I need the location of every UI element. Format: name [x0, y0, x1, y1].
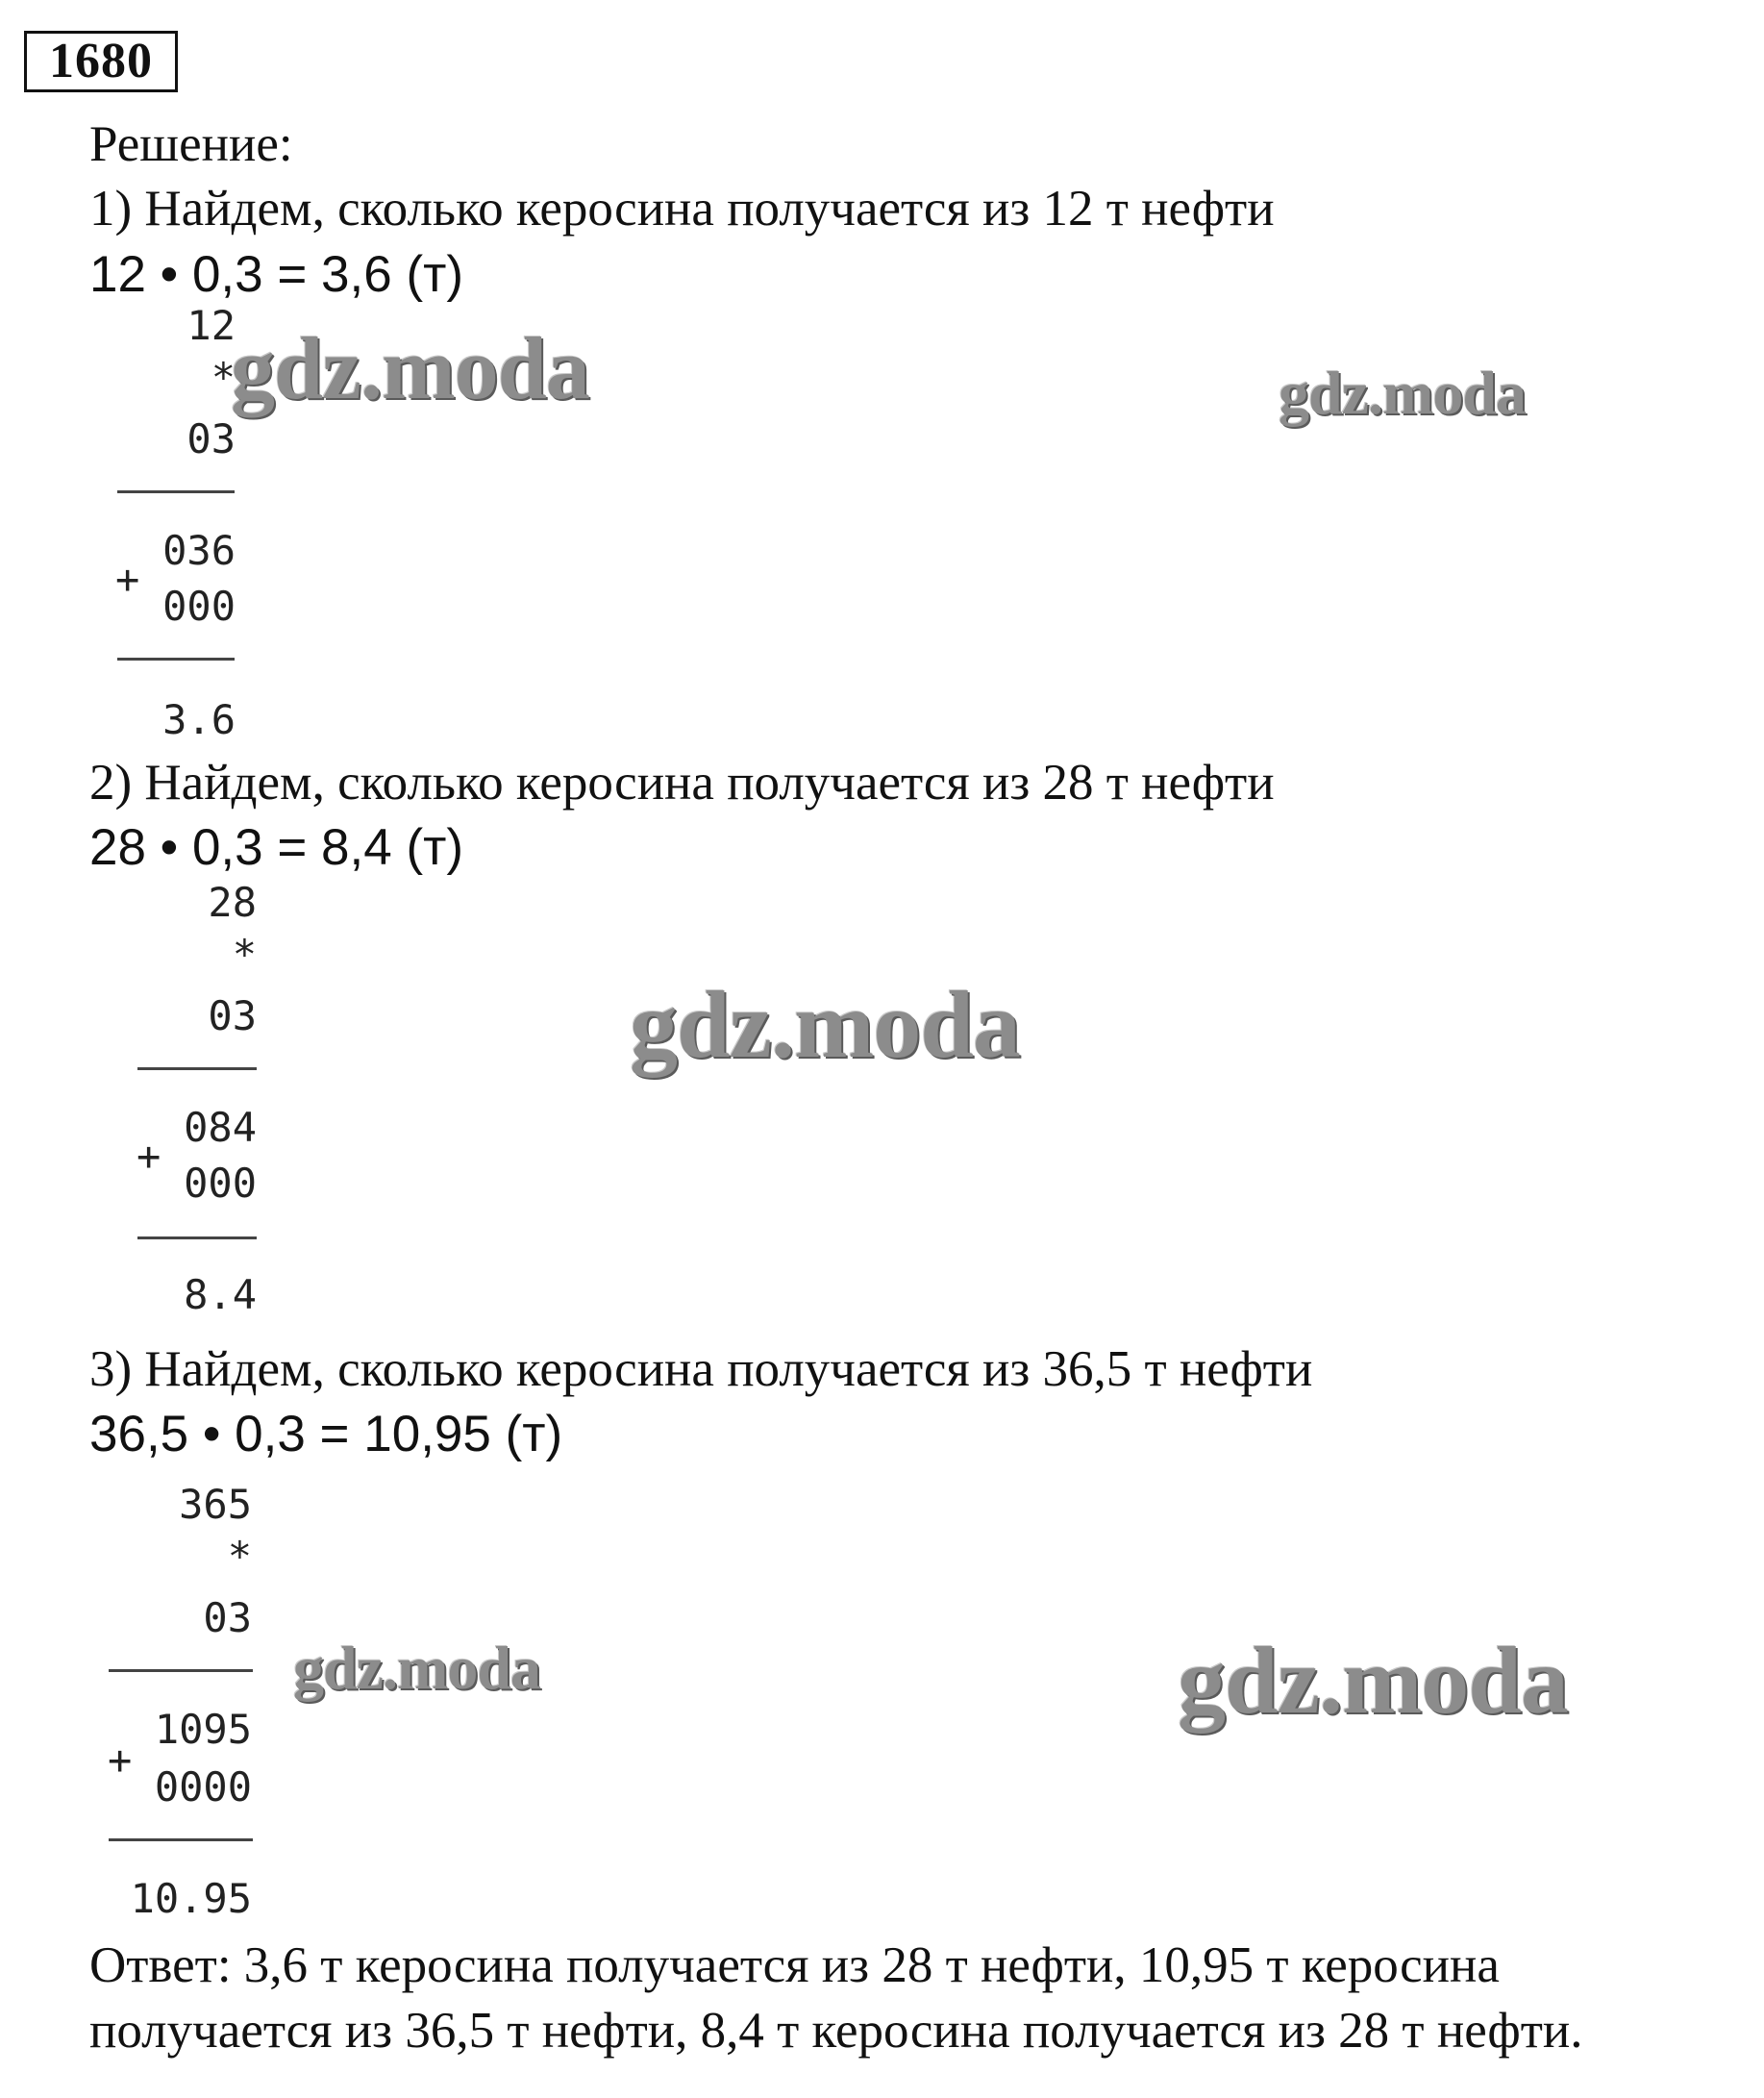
step-1-operator: * — [211, 354, 236, 401]
step-1-plus: + — [115, 556, 140, 603]
step-1-rule-1 — [117, 490, 235, 493]
watermark: gdz.moda — [1178, 1627, 1568, 1734]
step-1-multiplier: 03 — [186, 415, 236, 462]
step-2-partial-2: 000 — [184, 1160, 257, 1207]
watermark: gdz.moda — [231, 319, 589, 417]
step-2-rule-1 — [137, 1067, 257, 1070]
step-1-equation: 12 • 0,3 = 3,6 (т) — [89, 246, 464, 303]
step-1-heading: 1) Найдем, сколько керосина получается из 12 т нефти — [89, 181, 1275, 237]
step-1-result: 3.6 — [162, 696, 236, 743]
step-1-rule-2 — [117, 658, 235, 661]
step-3-result: 10.95 — [130, 1875, 252, 1922]
step-2-plus: + — [137, 1133, 161, 1180]
step-3-equation: 36,5 • 0,3 = 10,95 (т) — [89, 1406, 563, 1462]
step-1-multiplicand: 12 — [186, 302, 236, 349]
step-2-multiplicand: 28 — [208, 879, 257, 926]
problem-number: 1680 — [24, 31, 178, 92]
step-1-partial-2: 000 — [162, 583, 236, 630]
step-2-equation: 28 • 0,3 = 8,4 (т) — [89, 819, 464, 876]
step-2-operator: * — [232, 931, 257, 978]
step-2-heading: 2) Найдем, сколько керосина получается из 28 т нефти — [89, 755, 1275, 811]
step-3-multiplier: 03 — [203, 1594, 252, 1641]
step-2-result: 8.4 — [184, 1271, 257, 1318]
step-3-plus: + — [108, 1736, 133, 1784]
watermark: gdz.moda — [293, 1634, 540, 1702]
step-1-partial-1: 036 — [162, 527, 236, 574]
step-3-operator: * — [227, 1533, 252, 1580]
step-3-partial-1: 1095 — [154, 1706, 252, 1753]
step-3-partial-2: 0000 — [154, 1763, 252, 1811]
answer-line-1: Ответ: 3,6 т керосина получается из 28 т нефти, 10,95 т керосина — [89, 1937, 1500, 1993]
step-2-multiplier: 03 — [208, 992, 257, 1039]
watermark: gdz.moda — [630, 971, 1020, 1078]
step-3-rule-2 — [109, 1838, 253, 1841]
answer-line-2: получается из 36,5 т нефти, 8,4 т керосина получается из 28 т нефти. — [89, 2003, 1583, 2059]
solution-label: Решение: — [89, 116, 293, 172]
step-3-rule-1 — [109, 1669, 253, 1672]
step-2-rule-2 — [137, 1236, 257, 1239]
watermark: gdz.moda — [1279, 359, 1526, 427]
step-3-heading: 3) Найдем, сколько керосина получается из 36,5 т нефти — [89, 1341, 1313, 1397]
step-3-multiplicand: 365 — [179, 1481, 252, 1528]
step-2-partial-1: 084 — [184, 1104, 257, 1151]
